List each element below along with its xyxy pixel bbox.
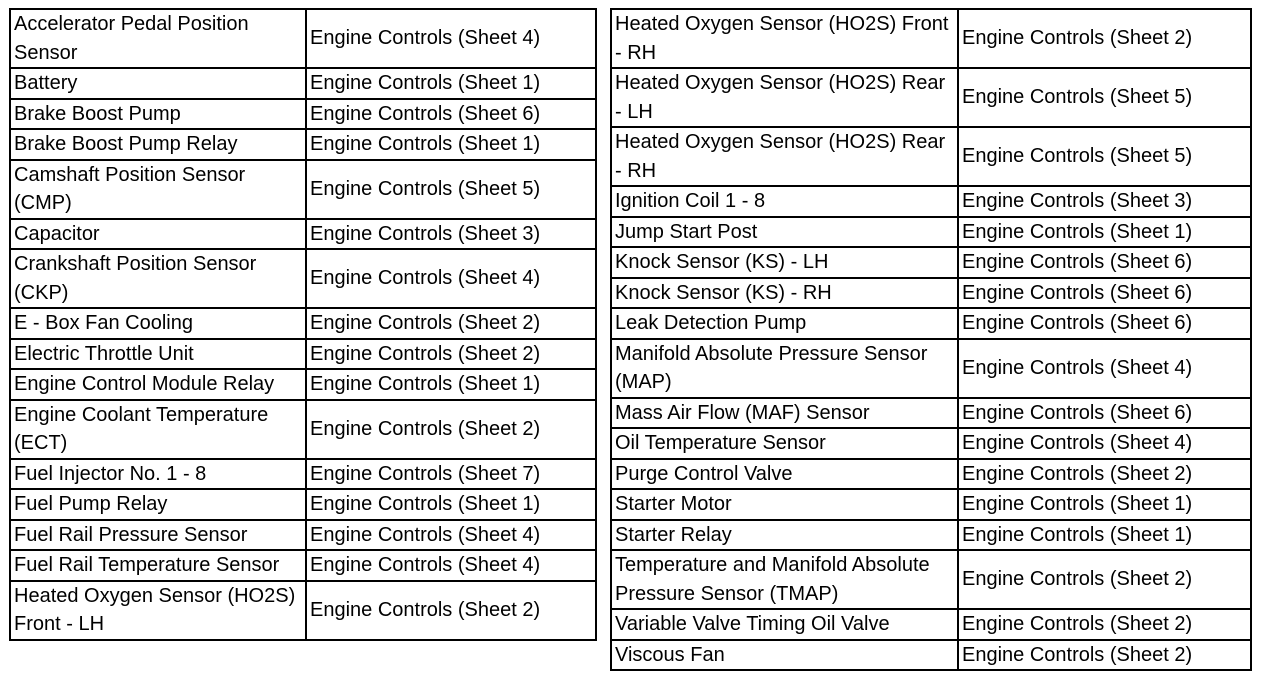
component-name-cell: Crankshaft Position Sensor (CKP)	[10, 249, 306, 308]
location-cell: Engine Controls (Sheet 5)	[958, 68, 1251, 127]
component-name-cell: Manifold Absolute Pressure Sensor (MAP)	[611, 339, 958, 398]
table-row	[10, 68, 596, 99]
component-name-cell: Engine Control Module Relay	[10, 369, 306, 400]
location-cell: Engine Controls (Sheet 4)	[958, 339, 1251, 398]
component-location-index	[9, 8, 1252, 674]
location-cell: Engine Controls (Sheet 5)	[306, 160, 596, 219]
component-name-cell: Brake Boost Pump Relay	[10, 129, 306, 160]
table-row	[611, 640, 1251, 671]
location-cell: Engine Controls (Sheet 6)	[958, 247, 1251, 278]
location-cell: Engine Controls (Sheet 1)	[958, 217, 1251, 248]
table-row	[10, 219, 596, 250]
location-cell: Engine Controls (Sheet 2)	[306, 308, 596, 339]
location-cell: Engine Controls (Sheet 2)	[958, 550, 1251, 609]
location-cell: Engine Controls (Sheet 4)	[306, 520, 596, 551]
component-table-left	[9, 8, 597, 641]
component-name-cell: Camshaft Position Sensor (CMP)	[10, 160, 306, 219]
component-name-cell: Heated Oxygen Sensor (HO2S) Rear - LH	[611, 68, 958, 127]
table-row	[611, 489, 1251, 520]
location-cell: Engine Controls (Sheet 2)	[958, 609, 1251, 640]
table-row	[611, 520, 1251, 551]
component-name-cell: Temperature and Manifold Absolute Pressure Sensor (TMAP)	[611, 550, 958, 609]
location-cell: Engine Controls (Sheet 6)	[958, 278, 1251, 309]
location-cell: Engine Controls (Sheet 6)	[958, 398, 1251, 429]
location-cell: Engine Controls (Sheet 4)	[306, 9, 596, 68]
location-cell: Engine Controls (Sheet 3)	[306, 219, 596, 250]
table-row	[10, 99, 596, 130]
table-row	[10, 339, 596, 370]
table-row	[611, 428, 1251, 459]
component-name-cell: Engine Coolant Temperature (ECT)	[10, 400, 306, 459]
table-row	[10, 129, 596, 160]
component-name-cell: Heated Oxygen Sensor (HO2S) Front - LH	[10, 581, 306, 640]
table-row	[611, 550, 1251, 609]
location-cell: Engine Controls (Sheet 1)	[306, 68, 596, 99]
location-cell: Engine Controls (Sheet 1)	[958, 520, 1251, 551]
table-row	[10, 550, 596, 581]
component-name-cell: Fuel Rail Pressure Sensor	[10, 520, 306, 551]
component-name-cell: Capacitor	[10, 219, 306, 250]
component-name-cell: Mass Air Flow (MAF) Sensor	[611, 398, 958, 429]
table-row	[611, 186, 1251, 217]
component-name-cell: Battery	[10, 68, 306, 99]
component-name-cell: Ignition Coil 1 - 8	[611, 186, 958, 217]
component-name-cell: E - Box Fan Cooling	[10, 308, 306, 339]
table-row	[10, 9, 596, 68]
table-row	[611, 127, 1251, 186]
component-name-cell: Leak Detection Pump	[611, 308, 958, 339]
location-cell: Engine Controls (Sheet 2)	[958, 459, 1251, 490]
location-cell: Engine Controls (Sheet 7)	[306, 459, 596, 490]
component-name-cell: Fuel Rail Temperature Sensor	[10, 550, 306, 581]
location-cell: Engine Controls (Sheet 3)	[958, 186, 1251, 217]
table-row	[10, 400, 596, 459]
table-row	[611, 308, 1251, 339]
table-row	[10, 308, 596, 339]
component-table-right	[610, 8, 1252, 671]
component-name-cell: Oil Temperature Sensor	[611, 428, 958, 459]
location-cell: Engine Controls (Sheet 4)	[958, 428, 1251, 459]
table-row	[611, 9, 1251, 68]
component-name-cell: Accelerator Pedal Position Sensor	[10, 9, 306, 68]
location-cell: Engine Controls (Sheet 2)	[958, 9, 1251, 68]
component-name-cell: Viscous Fan	[611, 640, 958, 671]
location-cell: Engine Controls (Sheet 1)	[958, 489, 1251, 520]
table-row	[10, 160, 596, 219]
table-row	[611, 247, 1251, 278]
component-name-cell: Variable Valve Timing Oil Valve	[611, 609, 958, 640]
component-name-cell: Heated Oxygen Sensor (HO2S) Rear - RH	[611, 127, 958, 186]
location-cell: Engine Controls (Sheet 6)	[306, 99, 596, 130]
location-cell: Engine Controls (Sheet 4)	[306, 249, 596, 308]
table-row	[611, 68, 1251, 127]
table-row	[611, 217, 1251, 248]
component-name-cell: Purge Control Valve	[611, 459, 958, 490]
component-name-cell: Knock Sensor (KS) - LH	[611, 247, 958, 278]
table-row	[611, 278, 1251, 309]
table-row	[10, 369, 596, 400]
component-name-cell: Heated Oxygen Sensor (HO2S) Front - RH	[611, 9, 958, 68]
table-row	[10, 581, 596, 640]
table-row	[611, 459, 1251, 490]
component-name-cell: Electric Throttle Unit	[10, 339, 306, 370]
component-name-cell: Fuel Injector No. 1 - 8	[10, 459, 306, 490]
table-row	[10, 459, 596, 490]
component-name-cell: Starter Relay	[611, 520, 958, 551]
component-name-cell: Jump Start Post	[611, 217, 958, 248]
location-cell: Engine Controls (Sheet 4)	[306, 550, 596, 581]
table-row	[10, 249, 596, 308]
table-row	[611, 609, 1251, 640]
location-cell: Engine Controls (Sheet 2)	[306, 400, 596, 459]
location-cell: Engine Controls (Sheet 2)	[306, 339, 596, 370]
table-row	[611, 398, 1251, 429]
location-cell: Engine Controls (Sheet 1)	[306, 489, 596, 520]
component-name-cell: Brake Boost Pump	[10, 99, 306, 130]
table-row	[611, 339, 1251, 398]
table-row	[10, 520, 596, 551]
location-cell: Engine Controls (Sheet 2)	[958, 640, 1251, 671]
location-cell: Engine Controls (Sheet 1)	[306, 129, 596, 160]
location-cell: Engine Controls (Sheet 5)	[958, 127, 1251, 186]
location-cell: Engine Controls (Sheet 1)	[306, 369, 596, 400]
component-name-cell: Fuel Pump Relay	[10, 489, 306, 520]
table-row	[10, 489, 596, 520]
location-cell: Engine Controls (Sheet 6)	[958, 308, 1251, 339]
component-name-cell: Knock Sensor (KS) - RH	[611, 278, 958, 309]
component-name-cell: Starter Motor	[611, 489, 958, 520]
location-cell: Engine Controls (Sheet 2)	[306, 581, 596, 640]
